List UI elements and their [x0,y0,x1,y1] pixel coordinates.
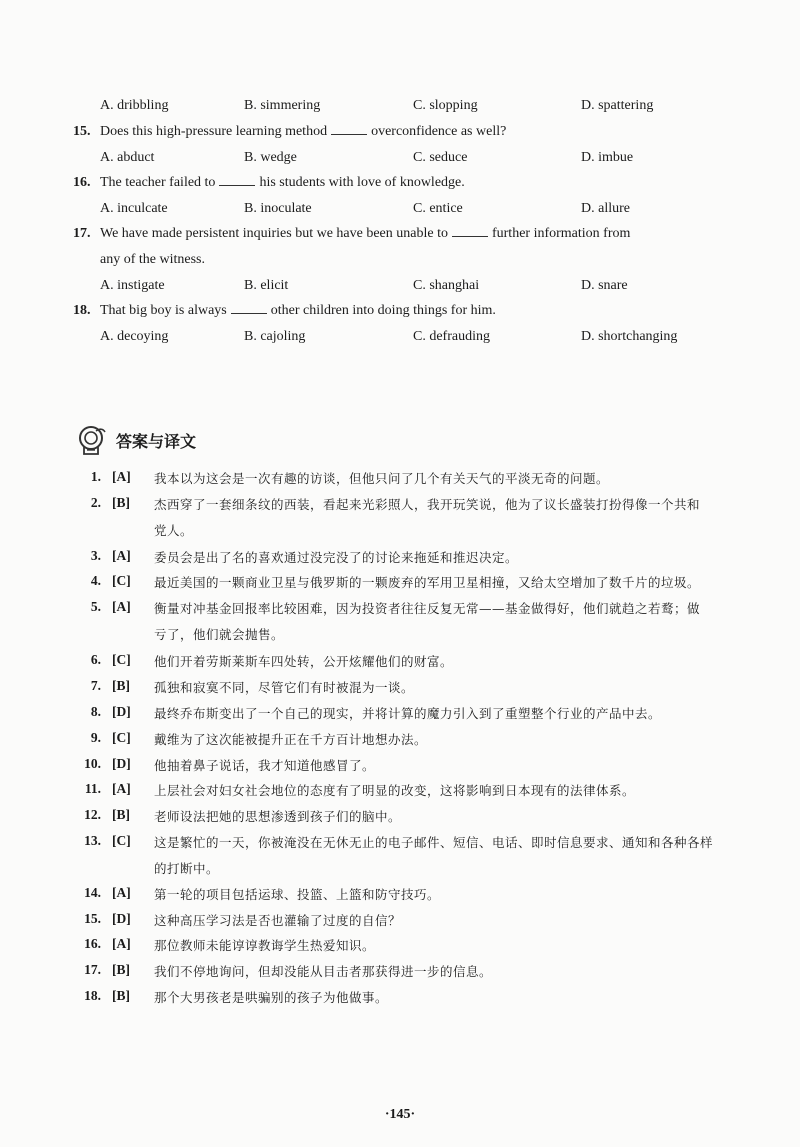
answer-blank [219,175,255,186]
option-d: D. imbue [581,150,634,165]
answer-translation: 我本以为这会是一次有趣的访谈，但他只问了几个有关天气的平淡无奇的问题。 [154,471,610,486]
answer-key: [B] [112,962,130,977]
answer-translation-continued: 亏了，他们就会抛售。 [154,627,285,642]
answer-translation: 这种高压学习法是否也灌输了过度的自信？ [154,913,402,928]
answer-key: [B] [112,495,130,510]
q18-options [0,329,800,351]
question-text-part-2: other children into doing things for him. [270,303,496,318]
option-d: D. spattering [581,98,654,113]
answer-blank [452,226,488,237]
option-c: C. defrauding [413,329,490,344]
option-c: C. slopping [413,98,478,113]
answer-number: 13. [84,833,101,848]
answer-key: [A] [112,548,131,563]
answer-number: 12. [84,807,101,822]
answer-key: [C] [112,833,131,848]
answer-number: 10. [84,756,101,771]
q14-options [0,98,800,120]
question-text [100,175,465,191]
question-text-part-2: overconfidence as well? [371,124,507,139]
answer-translation: 老师设法把她的思想渗透到孩子们的脑中。 [154,809,402,824]
answer-number: 8. [90,704,101,719]
option-c: C. shanghai [413,278,480,293]
option-c: C. seduce [413,150,468,165]
q15-options [0,150,800,172]
answer-translation: 第一轮的项目包括运球、投篮、上篮和防守技巧。 [154,887,441,902]
page-number: ·145· [384,1107,416,1122]
answer-number: 4. [90,573,101,588]
answer-number: 18. [84,988,101,1003]
answer-translation: 那个大男孩老是哄骗别的孩子为他做事。 [154,990,389,1005]
answer-translation: 委员会是出了名的喜欢通过没完没了的讨论来拖延和推迟决定。 [154,550,519,565]
answer-key: [B] [112,988,130,1003]
answer-number: 3. [90,548,101,563]
answer-key: [A] [112,469,131,484]
answer-key: [D] [112,911,131,926]
option-c: C. entice [413,201,463,216]
answer-number: 9. [90,730,101,745]
question-text-part-2: his students with love of knowledge. [259,175,465,190]
option-b: B. elicit [244,278,289,293]
q16-options [0,201,800,223]
option-b: B. inoculate [244,201,312,216]
option-a: A. dribbling [100,98,169,113]
answer-number: 7. [90,678,101,693]
answer-number: 17. [84,962,101,977]
answer-translation: 最终乔布斯变出了一个自己的现实，并将计算的魔力引入到了重塑整个行业的产品中去。 [154,706,662,721]
answer-translation: 戴维为了这次能被提升正在千方百计地想办法。 [154,732,428,747]
answer-key: [A] [112,936,131,951]
option-a: A. abduct [100,150,155,165]
answer-key: [D] [112,756,131,771]
answer-translation: 他抽着鼻子说话，我才知道他感冒了。 [154,758,376,773]
question-number: 17. [73,226,91,241]
option-b: B. wedge [244,150,297,165]
answer-blank [331,124,367,135]
question-number: 16. [73,175,91,190]
answer-key: [B] [112,807,130,822]
answer-number: 5. [90,599,101,614]
answer-key-icon [76,423,110,457]
question-text [100,303,496,319]
question-text [100,124,506,140]
answer-number: 11. [84,781,101,796]
option-b: B. cajoling [244,329,306,344]
question-number: 18. [73,303,91,318]
answer-blank [231,303,267,314]
answer-number: 15. [84,911,101,926]
option-d: D. shortchanging [581,329,678,344]
answer-translation-continued: 的打断中。 [154,861,220,876]
answer-key: [C] [112,730,131,745]
answer-translation: 上层社会对妇女社会地位的态度有了明显的改变，这将影响到日本现有的法律体系。 [154,783,636,798]
answer-key: [A] [112,885,131,900]
question-text-part-1: The teacher failed to [100,175,216,190]
option-a: A. decoying [100,329,169,344]
answer-key: [A] [112,781,131,796]
answers-header [76,422,196,458]
option-d: D. snare [581,278,628,293]
answer-translation: 孤独和寂寞不同，尽管它们有时被混为一谈。 [154,680,415,695]
q17-options [0,278,800,300]
answer-translation: 那位教师未能谆谆教诲学生热爱知识。 [154,938,376,953]
option-a: A. inculcate [100,201,168,216]
answer-translation: 他们开着劳斯莱斯车四处转，公开炫耀他们的财富。 [154,654,454,669]
answer-translation: 杰西穿了一套细条纹的西装，看起来光彩照人，我开玩笑说，他为了议长盛装打扮得像一个共和 [154,497,701,512]
question-number: 15. [73,124,91,139]
answer-key: [C] [112,652,131,667]
answer-key: [A] [112,599,131,614]
answers-title: 答案与译文 [116,431,197,451]
answer-number: 14. [84,885,101,900]
answer-translation: 衡量对冲基金回报率比较困难，因为投资者往往反复无常——基金做得好，他们就趋之若鹜；做 [154,601,701,616]
question-text-continued: any of the witness. [100,252,205,267]
answer-number: 16. [84,936,101,951]
option-b: B. simmering [244,98,321,113]
answer-number: 2. [90,495,101,510]
answer-number: 1. [90,469,101,484]
question-text-part-1: That big boy is always [100,303,227,318]
answer-translation-continued: 党人。 [154,523,194,538]
answer-translation: 这是繁忙的一天，你被淹没在无休无止的电子邮件、短信、电话、即时信息要求、通知和各种各样 [154,835,714,850]
option-a: A. instigate [100,278,165,293]
question-text-part-1: Does this high-pressure learning method [100,124,328,139]
question-text-part-1: We have made persistent inquiries but we have been unable to [100,226,448,241]
answer-translation: 最近美国的一颗商业卫星与俄罗斯的一颗废弃的军用卫星相撞，又给太空增加了数千片的垃圾。 [154,575,701,590]
question-text-part-2: further information from [491,226,631,241]
answer-translation: 我们不停地询问，但却没能从目击者那获得进一步的信息。 [154,964,493,979]
answer-key: [B] [112,678,130,693]
option-d: D. allure [581,201,630,216]
question-text [100,226,630,242]
answer-key: [D] [112,704,131,719]
answer-key: [C] [112,573,131,588]
answer-number: 6. [90,652,101,667]
